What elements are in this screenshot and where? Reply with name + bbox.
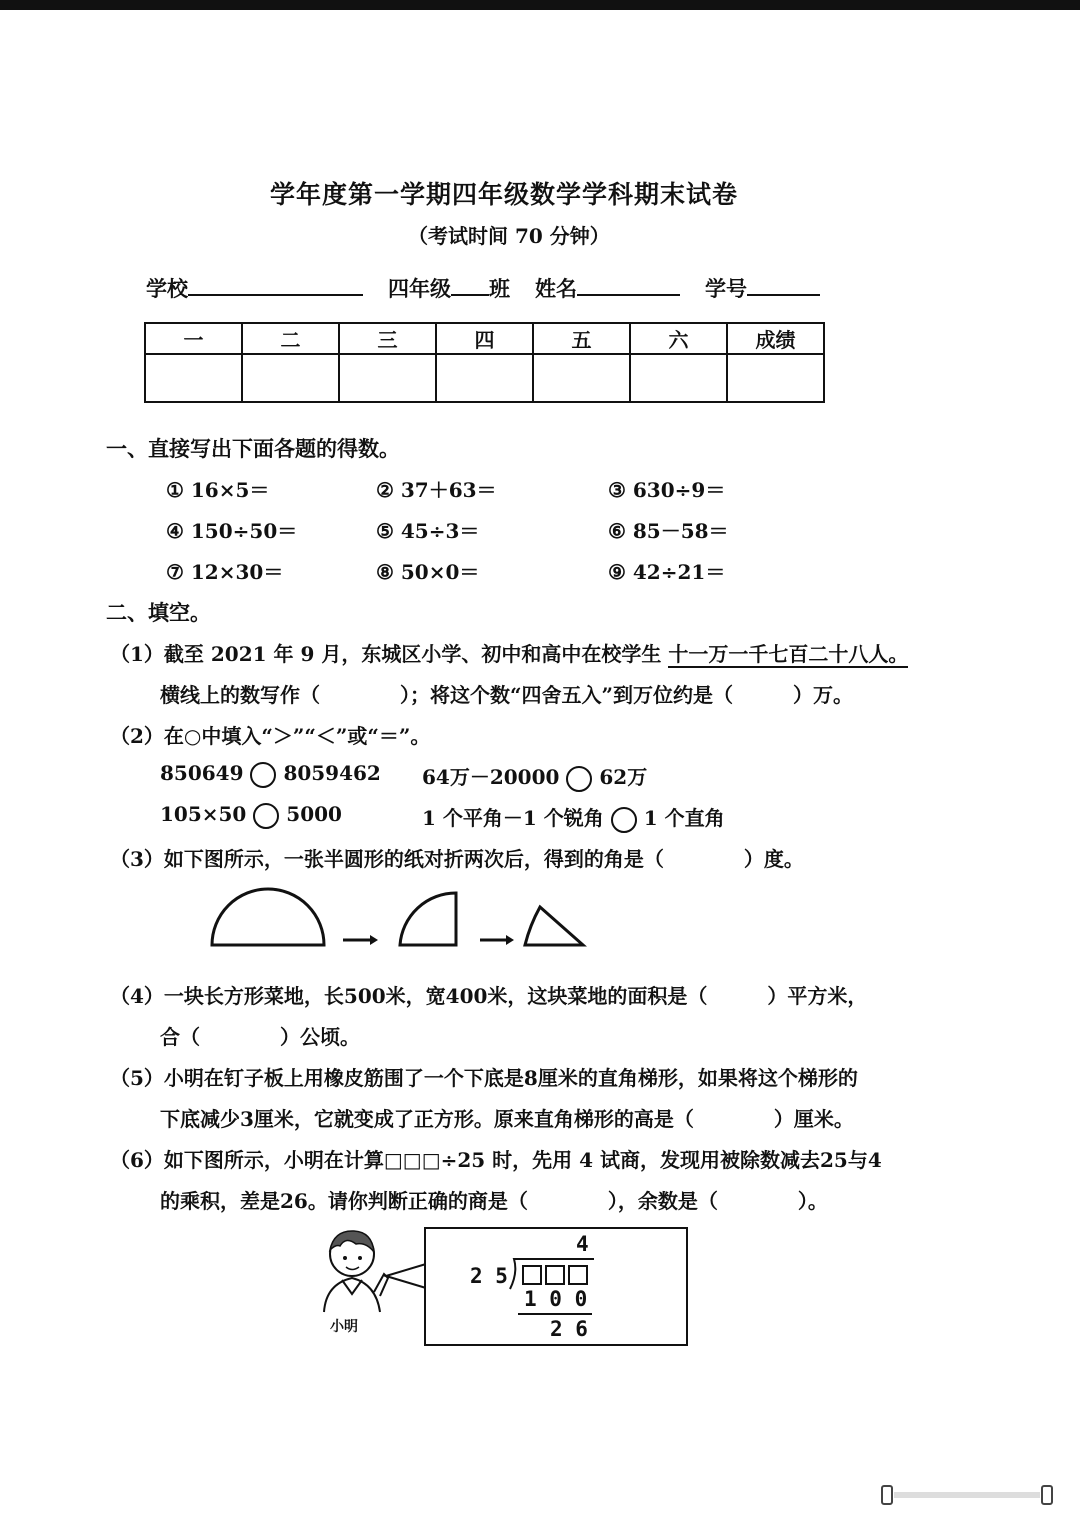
eighth-circle-shape	[525, 907, 583, 945]
question-4-line1: （4）一块长方形菜地，长500米，宽400米，这块菜地的面积是（ ）平方米，	[110, 984, 868, 1008]
semicircle-shape	[212, 889, 324, 945]
school-field: 学校	[146, 272, 363, 303]
calc-item: ② 37＋63＝	[376, 478, 497, 502]
digit-box[interactable]	[568, 1265, 588, 1285]
question-4-line2: 合（ ）公顷。	[160, 1025, 360, 1049]
score-cell[interactable]	[339, 354, 436, 402]
score-header: 六	[630, 323, 727, 354]
name-blank[interactable]	[577, 272, 680, 296]
top-bar	[0, 0, 1080, 10]
calc-item: ⑥ 85－58＝	[608, 519, 729, 543]
compare-circle[interactable]	[253, 803, 279, 829]
scroll-handle-icon[interactable]	[880, 1484, 1055, 1506]
arrow-icon	[343, 935, 378, 945]
score-header: 五	[533, 323, 630, 354]
calc-item: ⑦ 12×30＝	[166, 560, 284, 584]
question-6-line1: （6）如下图所示，小明在计算□□□÷25 时，先用 4 试商，发现用被除数减去25与4	[110, 1148, 882, 1172]
score-cell[interactable]	[630, 354, 727, 402]
name-field: 姓名	[535, 272, 680, 303]
compare-circle[interactable]	[250, 762, 276, 788]
question-1-line2: 横线上的数写作（ ）；将这个数“四舍五入”到万位约是（ ）万。	[160, 683, 854, 707]
score-cell[interactable]	[436, 354, 533, 402]
exam-title: 学年度第一学期四年级数学学科期末试卷	[270, 180, 739, 209]
class-field: 四年级 班	[388, 272, 510, 303]
calc-item: ④ 150÷50＝	[166, 519, 298, 543]
product: 1 0 0	[524, 1287, 588, 1311]
arrow-icon	[480, 935, 514, 945]
question-3-line: （3）如下图所示，一张半圆形的纸对折两次后，得到的角是（ ）度。	[110, 847, 804, 871]
student-id-field: 学号	[705, 272, 820, 303]
compare-circle[interactable]	[566, 766, 592, 792]
score-cell-total[interactable]	[727, 354, 824, 402]
score-header: 一	[145, 323, 242, 354]
speech-bubble	[424, 1227, 688, 1346]
score-header-total: 成绩	[727, 323, 824, 354]
score-table	[144, 322, 825, 403]
quarter-circle-shape	[400, 893, 456, 945]
question-2-line: （2）在○中填入“＞”“＜”或“＝”。	[110, 724, 431, 748]
compare-item: 105×50 5000	[160, 802, 342, 829]
score-header: 四	[436, 323, 533, 354]
calc-item: ① 16×5＝	[166, 478, 270, 502]
remainder: 2 6	[550, 1317, 588, 1341]
divisor: 2 5	[470, 1264, 508, 1288]
score-cell[interactable]	[533, 354, 630, 402]
fold-figure	[200, 885, 600, 955]
section2-heading: 二、填空。	[106, 600, 211, 625]
digit-box[interactable]	[545, 1265, 565, 1285]
student-id-blank[interactable]	[747, 272, 820, 296]
quotient: 4	[576, 1232, 589, 1256]
character-label: 小明	[330, 1319, 358, 1335]
class-blank[interactable]	[451, 272, 489, 296]
underlined-number-words: 十一万一千七百二十八人。	[668, 642, 909, 666]
question-6-line2: 的乘积，差是26。请你判断正确的商是（ ），余数是（ ）。	[160, 1189, 828, 1213]
speech-bubble-tail	[384, 1262, 428, 1292]
section1-heading: 一、直接写出下面各题的得数。	[106, 436, 400, 461]
question-5-line2: 下底减少3厘米，它就变成了正方形。原来直角梯形的高是（ ）厘米。	[160, 1107, 854, 1131]
compare-item: 850649 8059462	[160, 761, 381, 788]
calc-item: ③ 630÷9＝	[608, 478, 726, 502]
dividend-boxes	[522, 1265, 591, 1287]
calc-item: ⑤ 45÷3＝	[376, 519, 480, 543]
score-header: 三	[339, 323, 436, 354]
subtraction-line	[518, 1313, 592, 1315]
compare-circle[interactable]	[611, 807, 637, 833]
compare-item: 64万－20000 62万	[422, 761, 647, 792]
digit-box[interactable]	[522, 1265, 542, 1285]
school-blank[interactable]	[188, 272, 363, 296]
score-cell[interactable]	[145, 354, 242, 402]
question-5-line1: （5）小明在钉子板上用橡皮筋围了一个下底是8厘米的直角梯形，如果将这个梯形的	[110, 1066, 858, 1090]
compare-item: 1 个平角－1 个锐角 1 个直角	[422, 802, 725, 833]
score-cell[interactable]	[242, 354, 339, 402]
score-header: 二	[242, 323, 339, 354]
calc-item: ⑧ 50×0＝	[376, 560, 480, 584]
question-1-line1: （1）截至 2021 年 9 月，东城区小学、初中和高中在校学生 十一万一千七百二十八人。	[110, 642, 909, 666]
exam-duration: （考试时间 70 分钟）	[408, 224, 610, 248]
calc-item: ⑨ 42÷21＝	[608, 560, 726, 584]
